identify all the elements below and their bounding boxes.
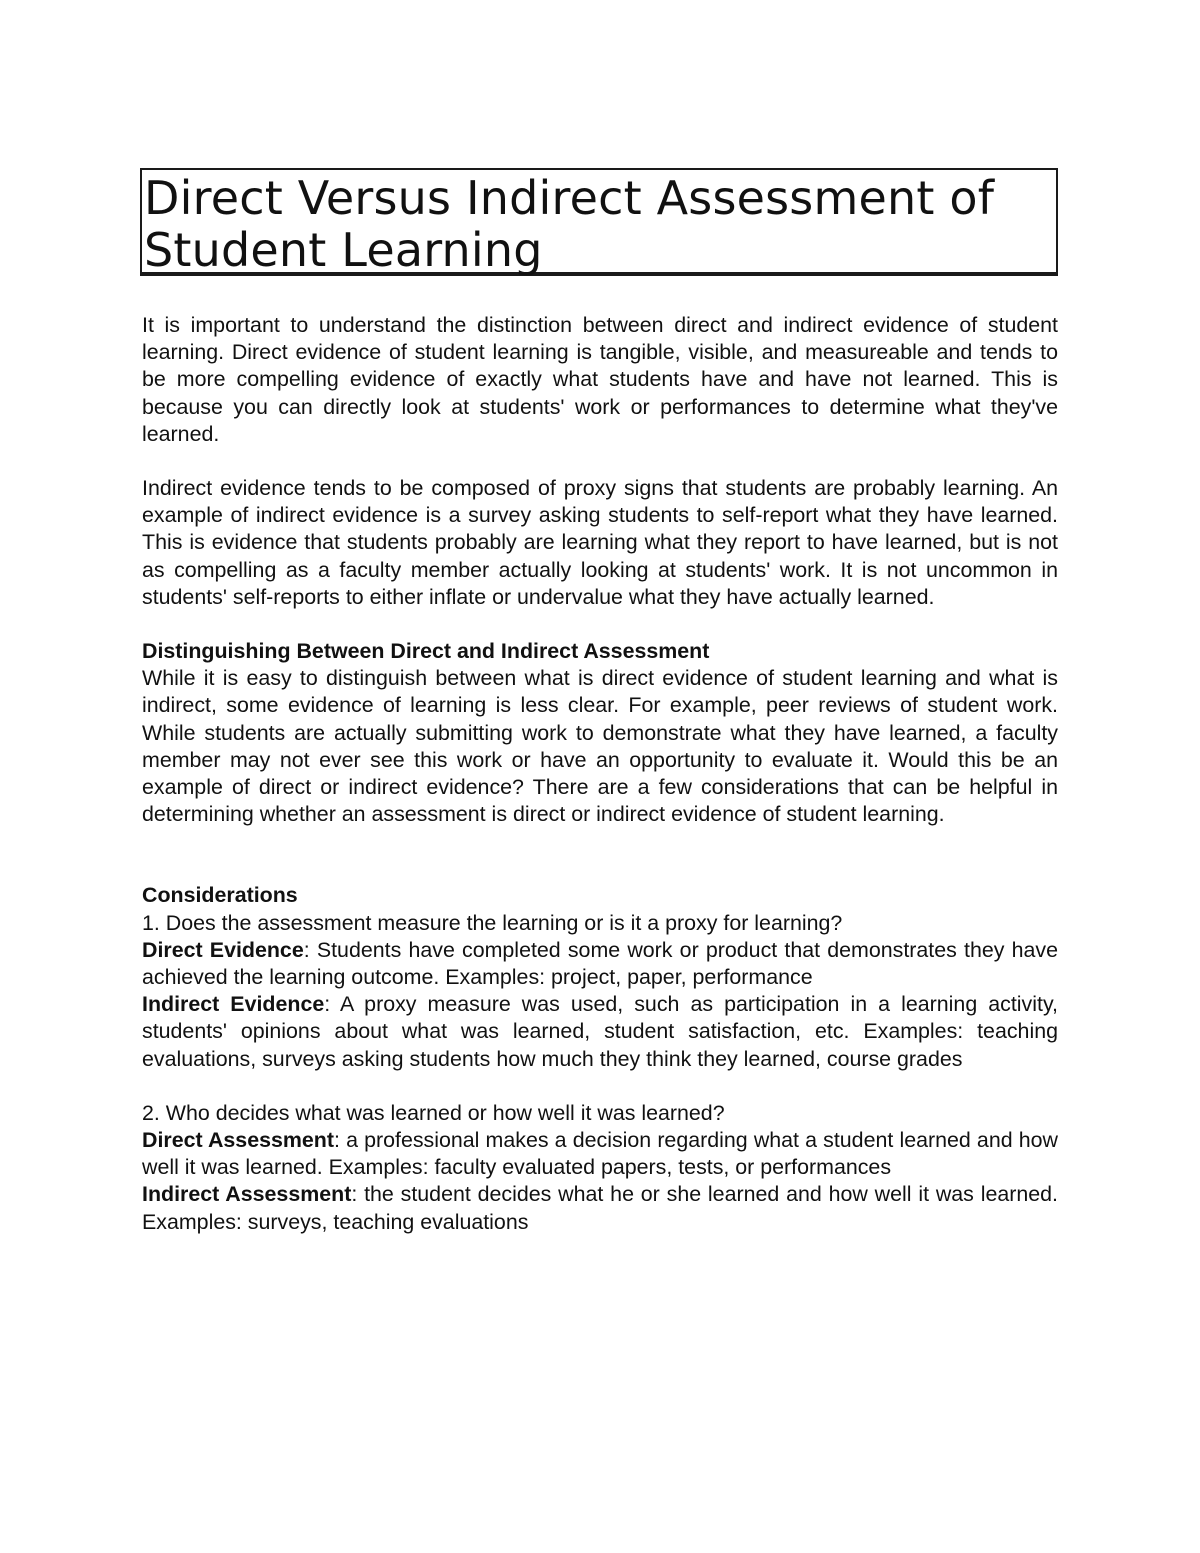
consideration-2-question: 2. Who decides what was learned or how well it was learned? (142, 1100, 725, 1125)
considerations-heading: Considerations (142, 883, 298, 908)
indirect-evidence-paragraph: Indirect evidence tends to be composed of proxy signs that students are probably learning. An example of indirect evidence is a survey asking students to self-report what they have learned. This is evidence that students probably are learning what they report to have learned, but is not as compelling as a faculty member actually looking at students' work. It is not uncommon in students' self-reports to either inflate or undervalue what they have actually learned. (142, 476, 1058, 609)
indirect-evidence-text: : A proxy measure was used, such as participation in a learning activity, students' opinions about what was learned, student satisfaction, etc. Examples: teaching evaluations, surveys asking students how much they think they learned, course grades (142, 992, 1058, 1071)
indirect-assessment-text: : the student decides what he or she learned and how well it was learned. Examples: surveys, teaching evaluations (142, 1182, 1058, 1234)
distinguishing-heading: Distinguishing Between Direct and Indirect Assessment (142, 639, 710, 664)
direct-evidence-text: : Students have completed some work or product that demonstrates they have achieved the learning outcome. Examples: project, paper, performance (142, 937, 1058, 990)
distinguishing-text: While it is easy to distinguish between what is direct evidence of student learning and what is indirect, some evidence of learning is less clear. For example, peer reviews of student work. While students are actually submitting work to demonstrate what they have learned, a faculty member may not ever see this work or have an opportunity to evaluate it. Would this be an example of direct or indirect evidence? There are a few considerations that can be helpful in determining whether an assessment is direct or indirect evidence of student learning. (142, 666, 1058, 827)
consideration-1-question: 1. Does the assessment measure the learning or is it a proxy for learning? (142, 910, 843, 935)
direct-assessment-text: : a professional makes a decision regarding what a student learned and how well it was learned. Examples: faculty evaluated papers, tests, or performances (142, 1128, 1058, 1180)
consideration-2-section (142, 1100, 1058, 1236)
direct-assessment-label: Direct Assessment (142, 1128, 334, 1153)
considerations-section (142, 882, 1058, 1072)
direct-evidence-label: Direct Evidence (142, 937, 304, 962)
intro-paragraph: It is important to understand the distinction between direct and indirect evidence of student learning. Direct evidence of student learning is tangible, visible, and measureable and tends to be more compelling evidence of exactly what students have and have not learned. This is because you can directly look at students' work or performances to determine what they've learned. (142, 313, 1058, 446)
distinguishing-section (142, 638, 1058, 828)
document-page (142, 168, 1058, 1236)
indirect-assessment-label: Indirect Assessment (142, 1182, 352, 1207)
document-title: Direct Versus Indirect Assessment of Student Learning (144, 171, 995, 277)
indirect-evidence-label: Indirect Evidence (142, 992, 325, 1017)
document-body (142, 312, 1058, 1236)
title-box (140, 168, 1058, 276)
